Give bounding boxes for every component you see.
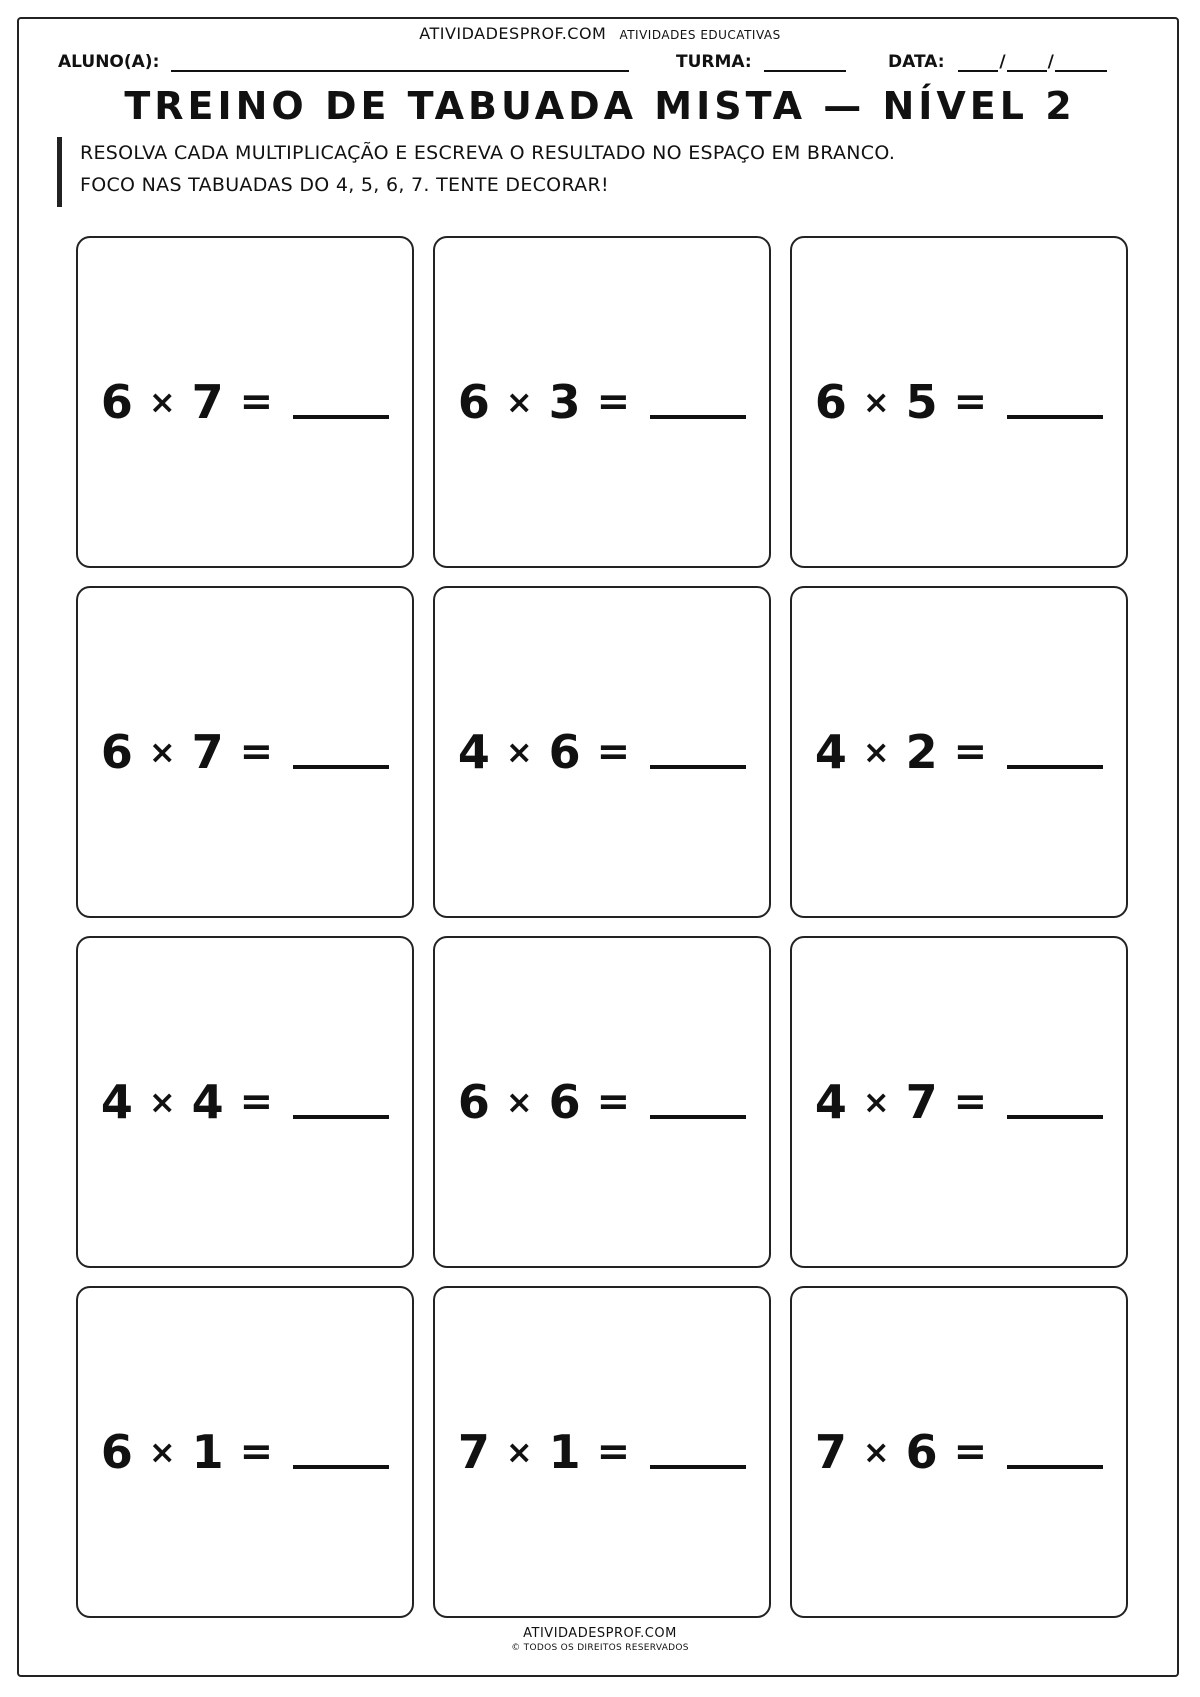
footer-copyright: © TODOS OS DIREITOS RESERVADOS	[511, 1643, 689, 1653]
equals-sign: =	[596, 729, 631, 775]
date-label: DATA:	[888, 52, 945, 72]
date-year-line[interactable]	[1055, 52, 1107, 72]
class-field[interactable]	[676, 52, 846, 72]
factor-b: 6	[905, 1425, 938, 1479]
equals-sign: =	[953, 379, 988, 425]
problem-card	[433, 936, 771, 1268]
multiply-sign: ×	[862, 1433, 890, 1471]
date-separator: /	[999, 52, 1006, 72]
equals-sign: =	[239, 1079, 274, 1125]
equals-sign: =	[596, 1429, 631, 1475]
instruction-line: RESOLVA CADA MULTIPLICAÇÃO E ESCREVA O RESULTADO NO ESPAÇO EM BRANCO.	[80, 142, 896, 164]
multiply-sign: ×	[505, 1433, 533, 1471]
factor-b: 6	[548, 725, 581, 779]
factor-b: 2	[905, 725, 938, 779]
factor-b: 5	[905, 375, 938, 429]
multiply-sign: ×	[148, 733, 176, 771]
equals-sign: =	[953, 729, 988, 775]
site-tagline: ATIVIDADES EDUCATIVAS	[619, 28, 781, 42]
problem-card	[790, 1286, 1128, 1618]
answer-blank[interactable]	[650, 1115, 746, 1119]
problem-card	[433, 236, 771, 568]
multiply-sign: ×	[862, 383, 890, 421]
factor-a: 4	[457, 725, 490, 779]
class-label: TURMA:	[676, 52, 752, 72]
answer-blank[interactable]	[293, 765, 389, 769]
equals-sign: =	[239, 1429, 274, 1475]
factor-a: 4	[814, 725, 847, 779]
factor-a: 4	[100, 1075, 133, 1129]
multiply-sign: ×	[505, 733, 533, 771]
multiply-sign: ×	[505, 383, 533, 421]
instruction-line: FOCO NAS TABUADAS DO 4, 5, 6, 7. TENTE DECORAR!	[80, 174, 609, 196]
problem-card	[790, 586, 1128, 918]
instructions-box	[57, 137, 1137, 207]
factor-a: 6	[100, 375, 133, 429]
multiply-sign: ×	[862, 733, 890, 771]
answer-blank[interactable]	[293, 1115, 389, 1119]
multiply-sign: ×	[505, 1083, 533, 1121]
factor-b: 4	[191, 1075, 224, 1129]
equals-sign: =	[596, 379, 631, 425]
multiply-sign: ×	[148, 383, 176, 421]
problem-card	[76, 1286, 414, 1618]
date-month-line[interactable]	[1007, 52, 1047, 72]
factor-a: 6	[814, 375, 847, 429]
factor-b: 7	[905, 1075, 938, 1129]
problem-grid	[76, 236, 1128, 1618]
date-field[interactable]	[888, 52, 1107, 72]
factor-a: 6	[457, 1075, 490, 1129]
student-name-label: ALUNO(A):	[58, 52, 160, 72]
multiply-sign: ×	[148, 1433, 176, 1471]
factor-b: 7	[191, 375, 224, 429]
multiply-sign: ×	[862, 1083, 890, 1121]
factor-a: 4	[814, 1075, 847, 1129]
answer-blank[interactable]	[1007, 1465, 1103, 1469]
site-name: ATIVIDADESPROF.COM	[419, 24, 607, 43]
class-line[interactable]	[764, 52, 846, 72]
answer-blank[interactable]	[650, 415, 746, 419]
equals-sign: =	[239, 729, 274, 775]
factor-b: 6	[548, 1075, 581, 1129]
equals-sign: =	[953, 1079, 988, 1125]
factor-b: 1	[548, 1425, 581, 1479]
student-name-line[interactable]	[171, 52, 629, 72]
factor-b: 3	[548, 375, 581, 429]
problem-card	[433, 586, 771, 918]
date-separator: /	[1047, 52, 1054, 72]
factor-a: 6	[457, 375, 490, 429]
footer	[0, 1626, 1200, 1653]
answer-blank[interactable]	[1007, 765, 1103, 769]
problem-card	[433, 1286, 771, 1618]
answer-blank[interactable]	[650, 765, 746, 769]
problem-card	[790, 236, 1128, 568]
answer-blank[interactable]	[1007, 1115, 1103, 1119]
factor-b: 1	[191, 1425, 224, 1479]
page-title: TREINO DE TABUADA MISTA — NÍVEL 2	[124, 84, 1076, 128]
multiply-sign: ×	[148, 1083, 176, 1121]
equals-sign: =	[239, 379, 274, 425]
factor-b: 7	[191, 725, 224, 779]
factor-a: 7	[814, 1425, 847, 1479]
answer-blank[interactable]	[293, 1465, 389, 1469]
answer-blank[interactable]	[650, 1465, 746, 1469]
problem-card	[76, 586, 414, 918]
problem-card	[76, 936, 414, 1268]
problem-card	[76, 236, 414, 568]
equals-sign: =	[953, 1429, 988, 1475]
factor-a: 6	[100, 1425, 133, 1479]
footer-site-name: ATIVIDADESPROF.COM	[523, 1626, 677, 1641]
factor-a: 6	[100, 725, 133, 779]
answer-blank[interactable]	[293, 415, 389, 419]
answer-blank[interactable]	[1007, 415, 1103, 419]
equals-sign: =	[596, 1079, 631, 1125]
factor-a: 7	[457, 1425, 490, 1479]
date-day-line[interactable]	[958, 52, 998, 72]
student-name-field[interactable]	[58, 52, 629, 72]
problem-card	[790, 936, 1128, 1268]
site-header	[0, 24, 1200, 43]
